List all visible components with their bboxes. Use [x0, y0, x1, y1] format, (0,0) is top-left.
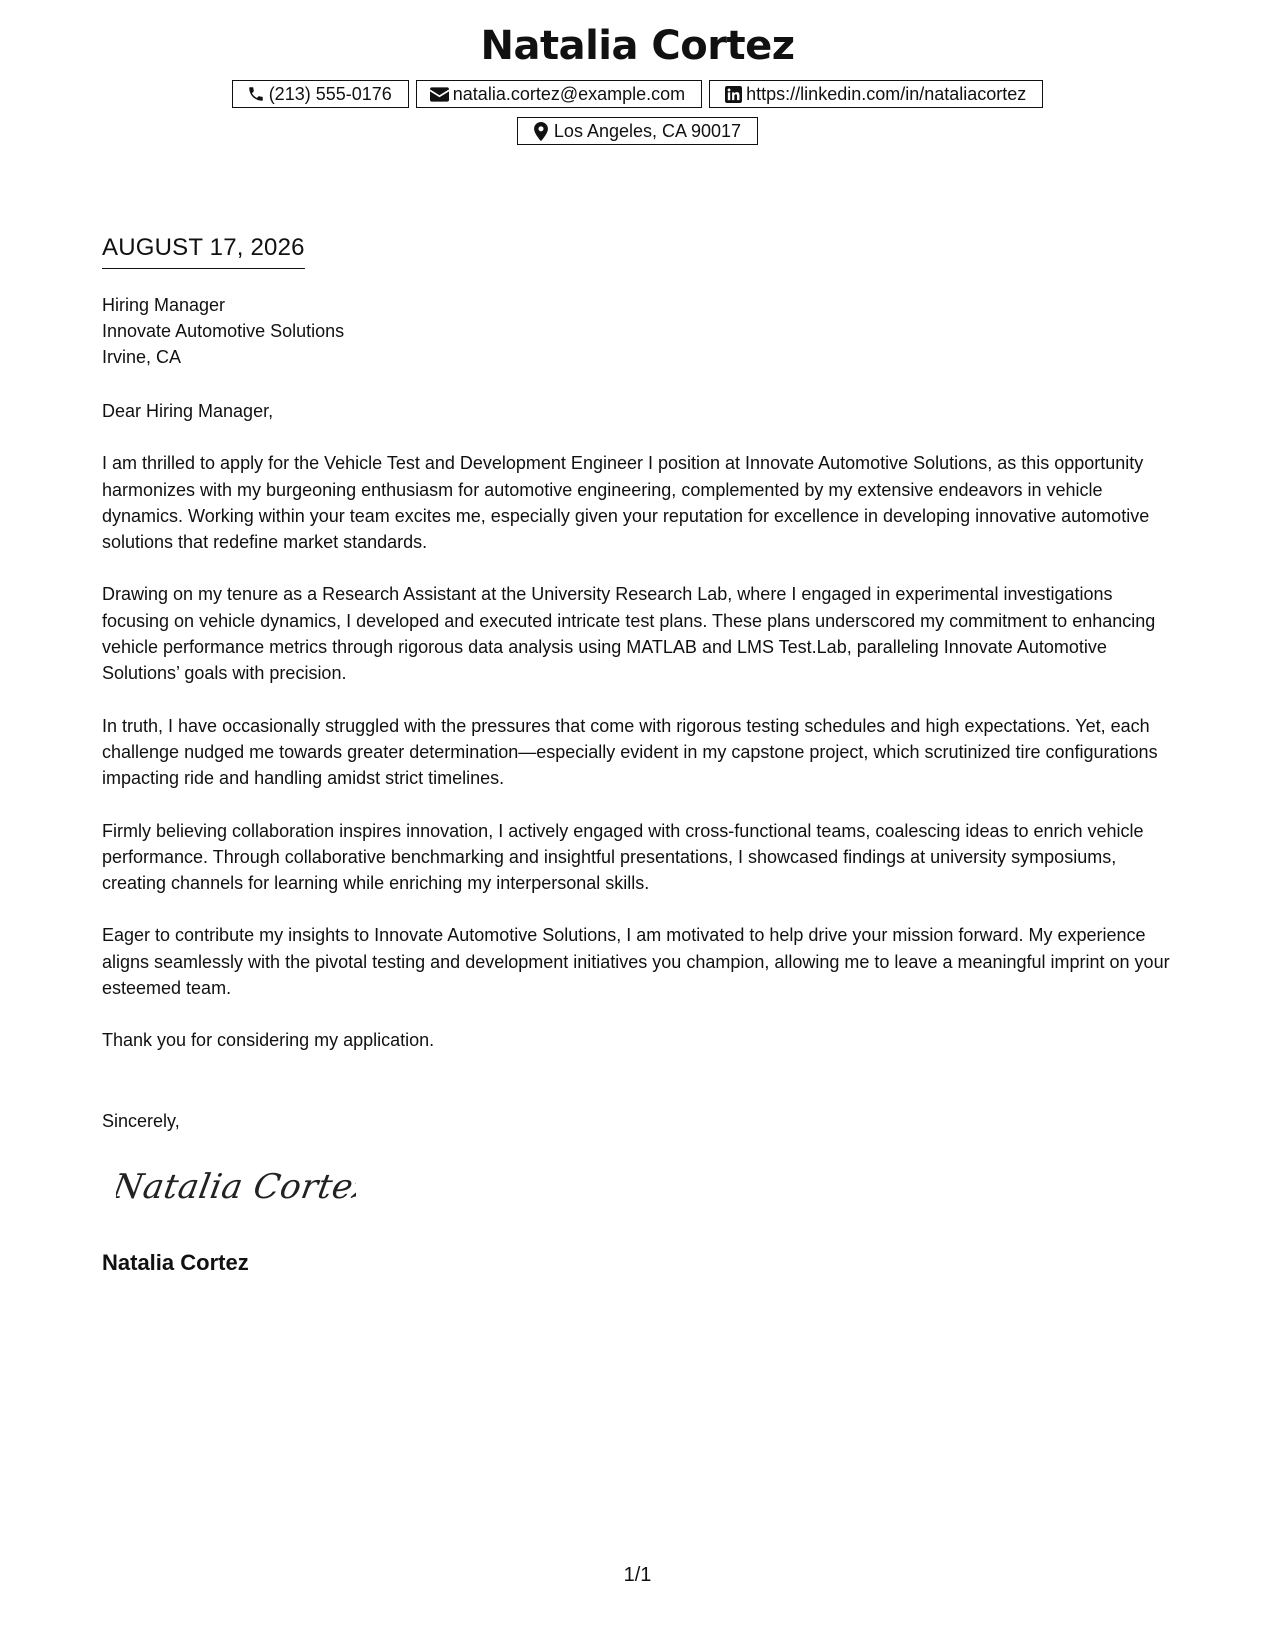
body-paragraph: Firmly believing collaboration inspires innovation, I actively engaged with cross-functional teams, coalescing ideas to enrich vehicle performance. Through collaborative benchmarking and insightful presentations, I showcased findings at university symposiums, creating channels for learning while enriching my interpersonal skills.: [102, 820, 1144, 894]
body-paragraph: Thank you for considering my application.: [102, 1030, 435, 1051]
body-paragraph: Drawing on my tenure as a Research Assistant at the University Research Lab, where I engaged in experimental investigations focusing on vehicle dynamics, I developed and executed intricate test plans. These plans underscored my commitment to enhancing vehicle performance metrics through rigorous data analysis using MATLAB and LMS Test.Lab, paralleling Innovate Automotive Solutions’ goals with precision.: [102, 584, 1156, 684]
phone-text: (213) 555-0176: [268, 84, 392, 104]
recipient-location: Irvine, CA: [102, 347, 182, 367]
handwritten-signature: [116, 1160, 356, 1217]
linkedin-chip[interactable]: [709, 80, 1043, 108]
svg-text:Natalia Cortez: Natalia Cortez: [116, 1167, 356, 1207]
phone-chip[interactable]: [232, 80, 409, 108]
recipient-block: [102, 292, 344, 370]
linkedin-text: https://linkedin.com/in/nataliacortez: [746, 84, 1027, 104]
closing: Sincerely,: [102, 1111, 180, 1131]
letter-body: [102, 398, 1177, 1080]
location-text: Los Angeles, CA 90017: [553, 121, 742, 141]
body-paragraph: Eager to contribute my insights to Innovate Automotive Solutions, I am motivated to help drive your mission forward. My experience aligns seamlessly with the pivotal testing and development initiatives you champion, allowing me to leave a meaningful imprint on your esteemed team.: [102, 925, 1170, 999]
email-chip[interactable]: [416, 80, 702, 108]
recipient-company: Innovate Automotive Solutions: [102, 321, 345, 341]
location-chip: [517, 117, 758, 145]
contact-row-primary: [0, 80, 1275, 108]
phone-icon: [246, 85, 266, 103]
recipient-title: Hiring Manager: [102, 295, 226, 315]
salutation: Dear Hiring Manager,: [102, 401, 274, 421]
letter-date: AUGUST 17, 2026: [102, 233, 305, 269]
page-number: 1/1: [623, 1564, 652, 1586]
linkedin-icon: [723, 85, 743, 103]
envelope-icon: [430, 85, 450, 103]
body-paragraph: I am thrilled to apply for the Vehicle Test and Development Engineer I position at Innovate Automotive Solutions, as this opportunity harmonizes with my burgeoning enthusiasm for automotive engineering, complemented by my extensive endeavors in vehicle dynamics. Working within your team excites me, especially given your reputation for excellence in developing innovative automotive solutions that redefine market standards.: [102, 453, 1150, 553]
contact-row-secondary: [0, 117, 1275, 145]
email-text: natalia.cortez@example.com: [452, 84, 686, 104]
applicant-name: Natalia Cortez: [480, 23, 795, 69]
map-pin-icon: [531, 122, 551, 140]
body-paragraph: In truth, I have occasionally struggled with the pressures that come with rigorous testing schedules and high expectations. Yet, each challenge nudged me towards greater determination—especially evident in my capstone project, which scrutinized tire configurations impacting ride and handling amidst strict timelines.: [102, 715, 1158, 789]
signature-graphic: [116, 1160, 356, 1212]
signer-name: Natalia Cortez: [102, 1250, 249, 1275]
